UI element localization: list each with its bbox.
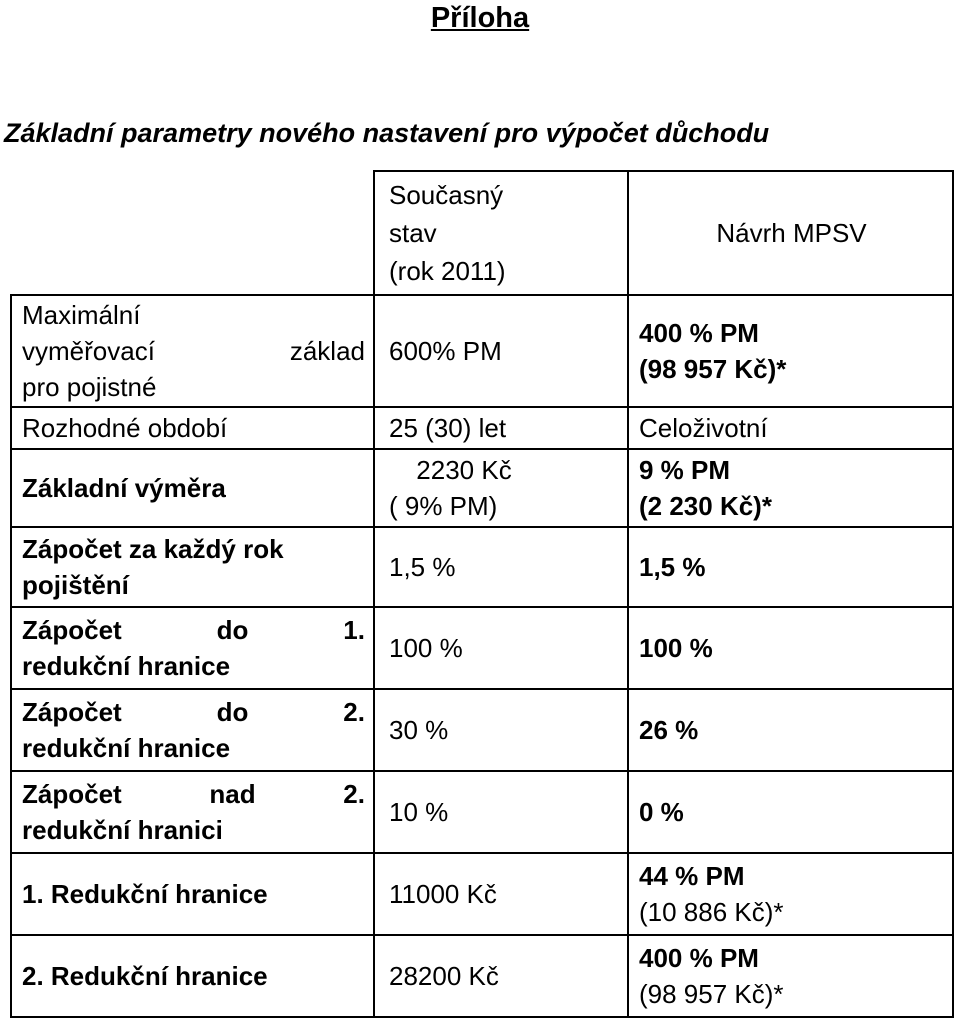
row-label-word: Zápočet <box>22 779 122 809</box>
row-current-value: 11000 Kč <box>374 853 628 935</box>
table-row <box>11 853 953 935</box>
row-label-word: do <box>216 615 249 645</box>
table-row <box>11 771 953 853</box>
row-label <box>11 527 374 607</box>
row-proposal-value: Celoživotní <box>628 407 953 449</box>
table-row <box>11 527 953 607</box>
row-label: 1. Redukční hranice <box>11 853 374 935</box>
table-row <box>11 607 953 689</box>
row-label-word: 2. <box>343 697 365 727</box>
row-current-value: 28200 Kč <box>374 935 628 1017</box>
row-label: 2. Redukční hranice <box>11 935 374 1017</box>
row-label-word: 1. <box>343 615 365 645</box>
document-subtitle: Základní parametry nového nastavení pro výpočet důchodu <box>4 118 770 148</box>
row-label-line <box>22 333 365 369</box>
current-line: ( 9% PM) <box>389 491 498 521</box>
row-label-word: nad <box>209 779 256 809</box>
table-row <box>11 407 953 449</box>
row-label <box>11 295 374 407</box>
table-row <box>11 449 953 527</box>
proposal-line: (98 957 Kč)* <box>639 354 787 384</box>
proposal-line: (10 886 Kč)* <box>639 897 784 927</box>
current-line: 2230 Kč <box>416 455 512 485</box>
row-label-line <box>22 776 365 812</box>
row-proposal-value: 100 % <box>628 607 953 689</box>
proposal-line: 400 % PM <box>639 318 759 348</box>
proposal-line: 9 % PM <box>639 455 731 485</box>
header-current-line3: (rok 2011) <box>389 256 506 286</box>
row-proposal-value <box>628 935 953 1017</box>
row-label-line: pro pojistné <box>22 372 157 402</box>
row-label-line: redukční hranici <box>22 815 223 845</box>
row-label-word: základ <box>289 336 365 366</box>
row-current-value: 600% PM <box>374 295 628 407</box>
row-label-line <box>22 694 365 730</box>
proposal-line: 400 % PM <box>639 943 759 973</box>
table-row <box>11 689 953 771</box>
row-label-line: pojištění <box>22 570 129 600</box>
page-title <box>0 0 960 36</box>
proposal-line: (2 230 Kč)* <box>639 491 772 521</box>
parameters-table <box>10 170 954 1018</box>
row-label-line: Zápočet za každý rok <box>22 534 284 564</box>
row-label-word: Zápočet <box>22 697 122 727</box>
row-label-word: Zápočet <box>22 615 122 645</box>
table-row <box>11 935 953 1017</box>
row-proposal-value: 0 % <box>628 771 953 853</box>
row-current-value: 100 % <box>374 607 628 689</box>
row-label-word: 2. <box>343 779 365 809</box>
parameters-table-frame <box>10 170 954 1016</box>
row-current-value <box>374 449 628 527</box>
title-text: Příloha <box>430 2 530 34</box>
row-current-value: 30 % <box>374 689 628 771</box>
row-label <box>11 771 374 853</box>
row-proposal-value <box>628 853 953 935</box>
row-label-line: redukční hranice <box>22 733 231 763</box>
header-proposal: Návrh MPSV <box>628 171 953 295</box>
row-label-word: do <box>216 697 249 727</box>
row-label: Základní výměra <box>11 449 374 527</box>
row-proposal-value: 26 % <box>628 689 953 771</box>
row-label-word: vyměřovací <box>22 336 155 366</box>
proposal-line: (98 957 Kč)* <box>639 979 784 1009</box>
row-proposal-value <box>628 295 953 407</box>
proposal-line: 44 % PM <box>639 861 745 891</box>
row-proposal-value <box>628 449 953 527</box>
row-label: Rozhodné období <box>11 407 374 449</box>
table-row <box>11 295 953 407</box>
row-label <box>11 607 374 689</box>
header-current-state <box>374 171 628 295</box>
table-header-row <box>11 171 953 295</box>
row-current-value: 1,5 % <box>374 527 628 607</box>
row-label <box>11 689 374 771</box>
header-current-line1: Současný <box>389 180 504 210</box>
header-current-line2: stav <box>389 218 437 248</box>
row-current-value: 25 (30) let <box>374 407 628 449</box>
header-empty-cell <box>11 171 374 295</box>
row-proposal-value: 1,5 % <box>628 527 953 607</box>
row-label-line: Maximální <box>22 300 141 330</box>
row-label-line <box>22 612 365 648</box>
row-current-value: 10 % <box>374 771 628 853</box>
row-label-line: redukční hranice <box>22 651 231 681</box>
